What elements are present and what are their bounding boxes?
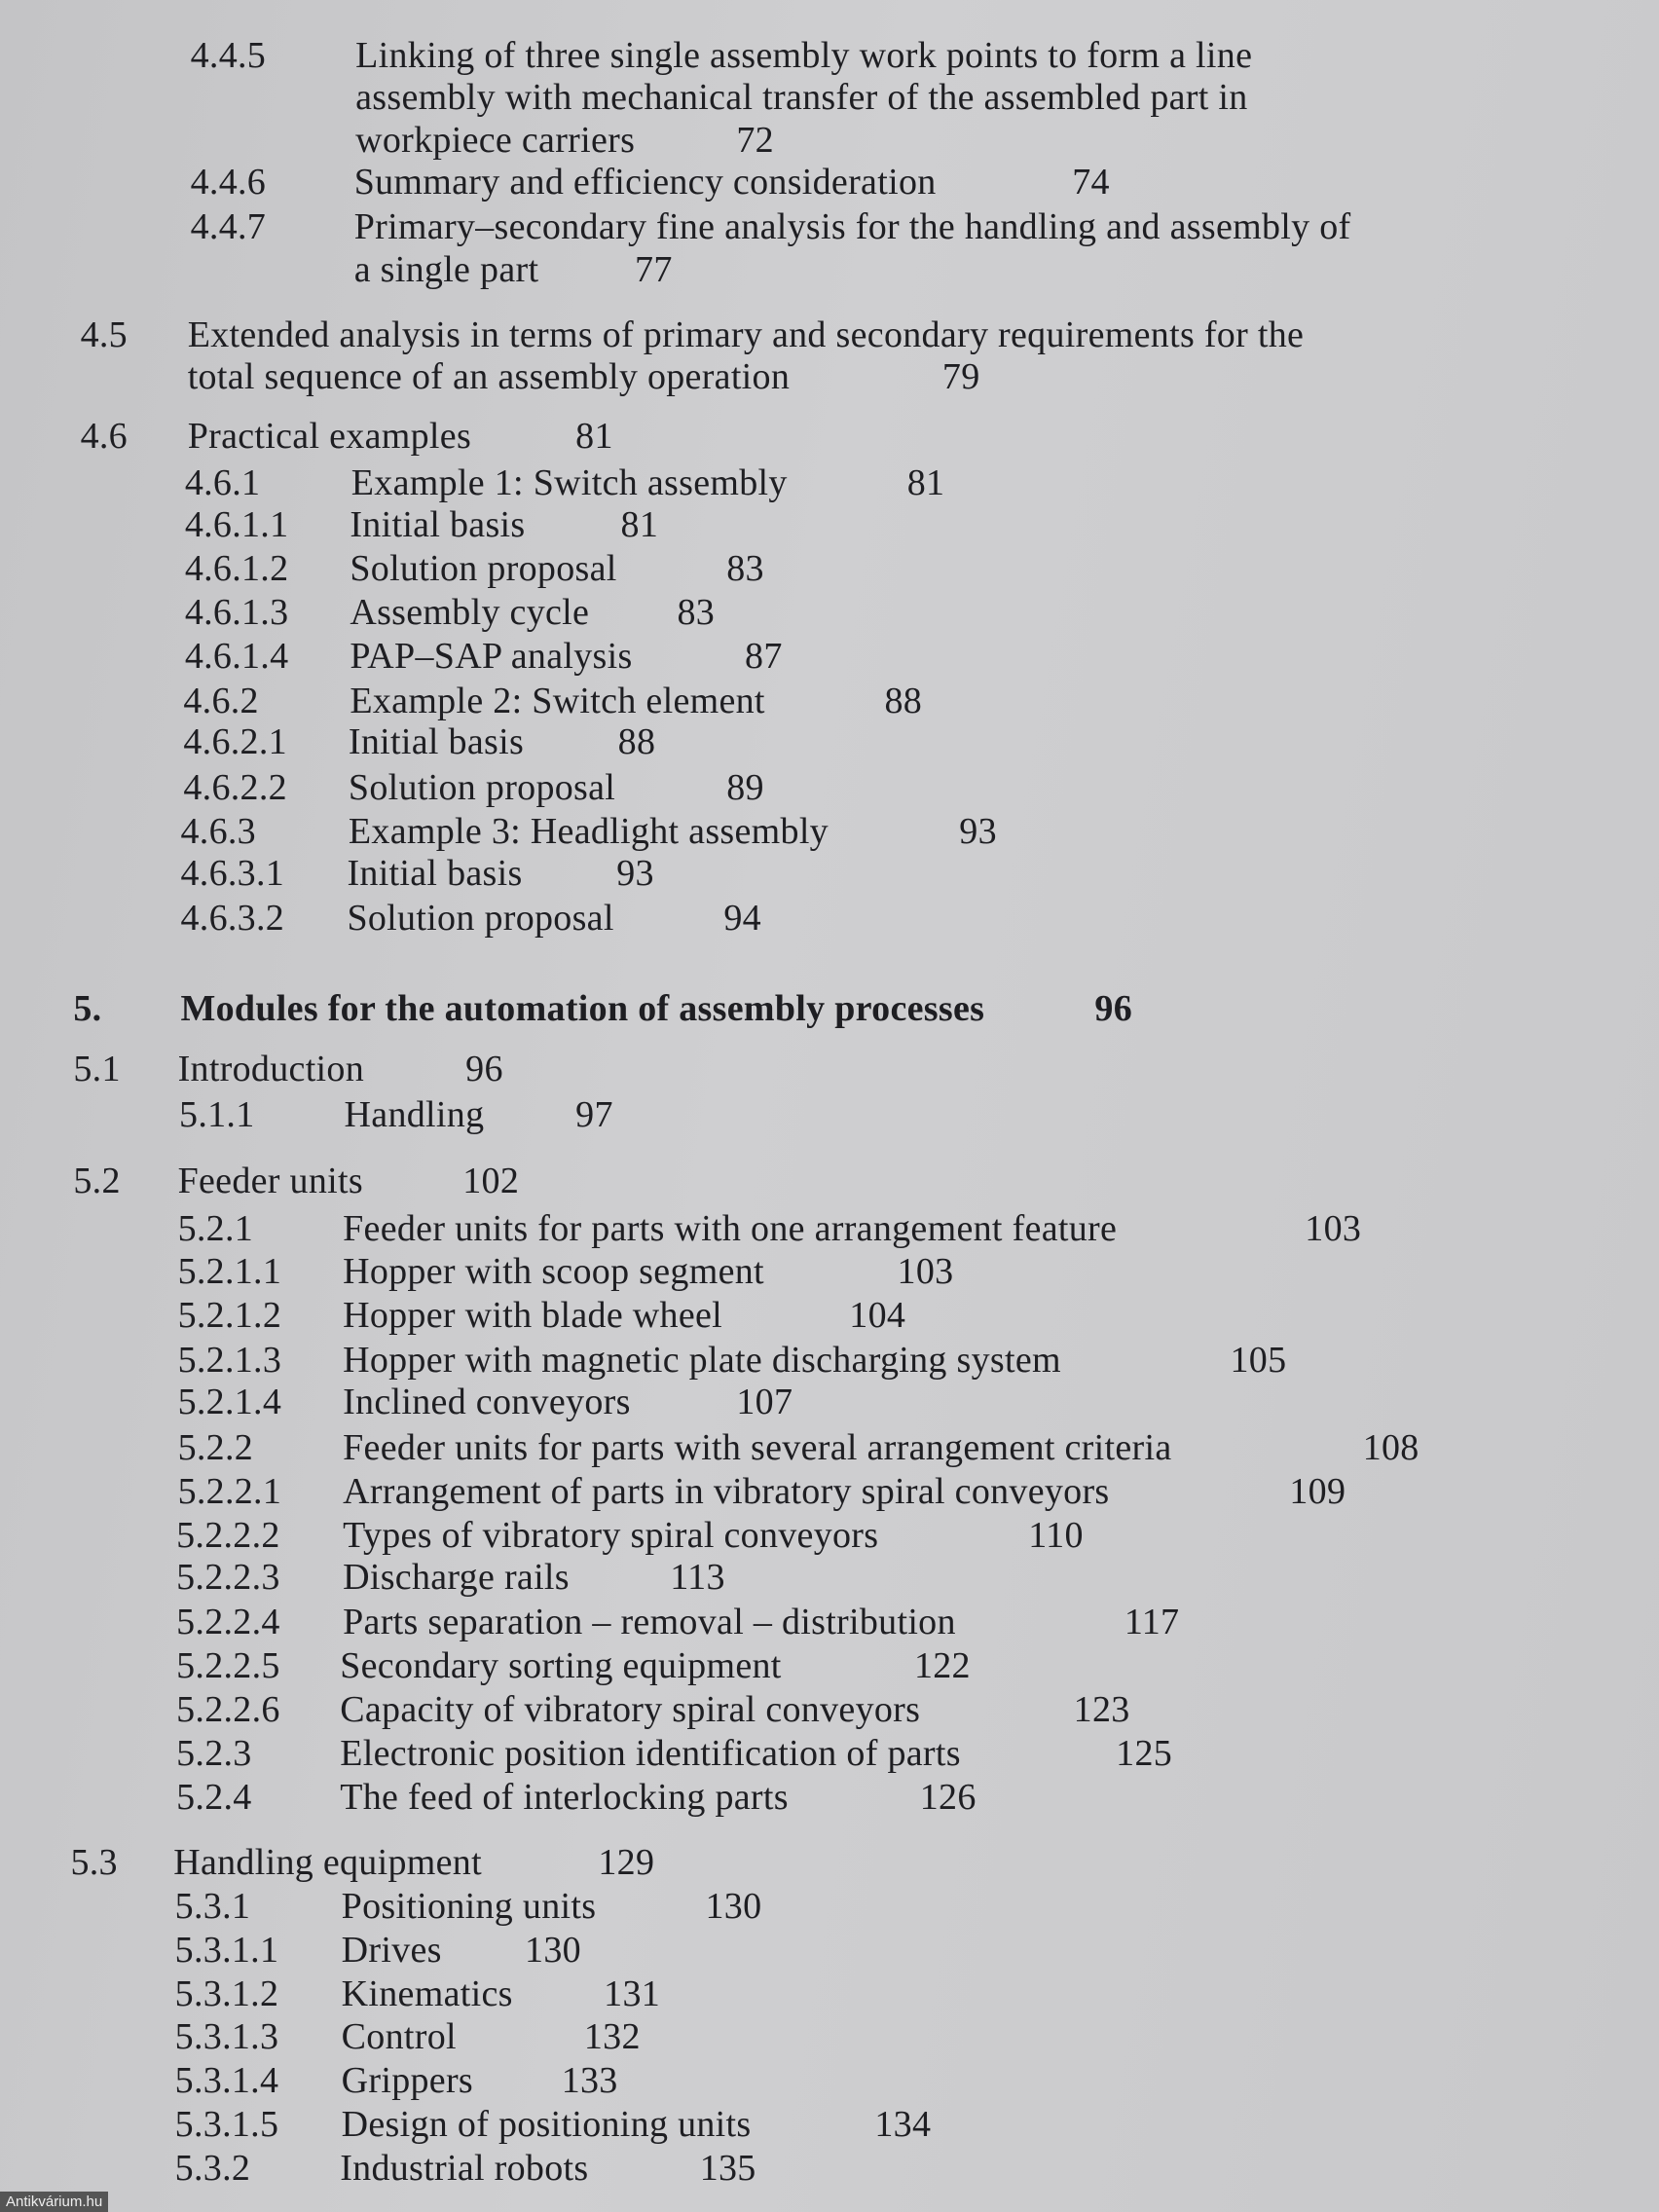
page-number: 102	[462, 1160, 520, 1201]
page-number: 96	[465, 1049, 503, 1090]
section-number: 5.3.1.2	[174, 1972, 279, 2014]
section-number: 5.	[73, 988, 102, 1030]
section-title: Practical examples	[187, 415, 472, 457]
section-number: 5.2.1.4	[177, 1382, 282, 1423]
section-title: Design of positioning units	[341, 2104, 752, 2146]
section-title: Inclined conveyors	[343, 1382, 631, 1423]
section-title: Parts separation – removal – distribution	[343, 1602, 956, 1643]
page-number: 104	[849, 1294, 906, 1336]
section-title: Control	[341, 2016, 457, 2058]
page-number: 133	[561, 2060, 618, 2102]
section-number: 4.6.1.3	[184, 592, 289, 634]
page-number: 117	[1124, 1602, 1180, 1643]
section-number: 5.2.2.2	[176, 1514, 280, 1556]
section-number: 5.2.1.3	[177, 1339, 282, 1381]
section-title: Industrial robots	[340, 2148, 589, 2190]
section-number: 4.6.3	[180, 810, 256, 852]
page-number: 129	[598, 1841, 655, 1883]
section-title: Feeder units	[177, 1160, 363, 1201]
section-title: Capacity of vibratory spiral conveyors	[340, 1689, 921, 1731]
watermark: Antikvárium.hu	[0, 2192, 108, 2212]
section-title: Summary and efficiency consideration	[353, 162, 937, 203]
section-title: PAP–SAP analysis	[350, 635, 633, 677]
section-number: 5.2	[73, 1160, 121, 1201]
page-number: 87	[745, 635, 783, 677]
section-title: Primary–secondary fine analysis for the handling and assembly of	[353, 206, 1351, 248]
section-title: Kinematics	[341, 1972, 513, 2014]
section-number: 5.2.2.6	[176, 1689, 280, 1731]
section-number: 5.1.1	[179, 1093, 255, 1135]
section-title: Types of vibratory spiral conveyors	[343, 1514, 879, 1556]
section-number: 5.1	[73, 1049, 121, 1090]
section-title: total sequence of an assembly operation	[187, 356, 791, 398]
section-number: 4.6.3.2	[180, 898, 285, 940]
section-title: Handling equipment	[173, 1841, 482, 1883]
section-number: 5.3.1.3	[174, 2016, 279, 2058]
section-number: 5.3.1.5	[174, 2104, 279, 2146]
page-number: 108	[1362, 1426, 1419, 1468]
page-number: 126	[919, 1777, 977, 1819]
section-number: 5.2.2.1	[177, 1470, 282, 1512]
page-number: 79	[941, 356, 980, 398]
section-title: The feed of interlocking parts	[340, 1777, 789, 1819]
section-number: 4.6.1.4	[184, 635, 289, 677]
page-number: 83	[677, 592, 716, 634]
page-number: 125	[1116, 1733, 1173, 1775]
section-title: Example 1: Switch assembly	[350, 461, 788, 503]
section-number: 5.3.2	[174, 2148, 251, 2190]
page-number: 81	[620, 504, 659, 546]
page-number: 103	[1305, 1208, 1362, 1250]
section-title: Example 2: Switch element	[350, 681, 765, 722]
page-number: 93	[616, 853, 654, 895]
section-title: a single part	[353, 248, 539, 290]
page-number: 130	[705, 1885, 762, 1927]
section-number: 4.6	[80, 415, 128, 457]
page-number: 93	[959, 810, 997, 852]
section-title: Hopper with magnetic plate discharging system	[343, 1339, 1061, 1381]
section-number: 5.2.4	[176, 1777, 252, 1819]
section-title: Initial basis	[348, 721, 525, 763]
section-title: Hopper with blade wheel	[343, 1294, 723, 1336]
page-number: 77	[635, 248, 673, 290]
section-title: Assembly cycle	[350, 592, 590, 634]
page-number: 81	[906, 461, 945, 503]
page-number: 81	[575, 415, 613, 457]
page-number: 130	[525, 1929, 581, 1971]
section-number: 4.6.1	[184, 461, 261, 503]
page-number: 107	[736, 1382, 793, 1423]
page-number: 94	[723, 898, 761, 940]
section-number: 5.2.1.1	[177, 1250, 282, 1292]
section-number: 5.2.2.5	[176, 1645, 280, 1687]
page-number: 89	[726, 766, 764, 808]
section-title: Introduction	[177, 1049, 365, 1090]
section-title: Example 3: Headlight assembly	[348, 810, 829, 852]
section-number: 5.3.1	[174, 1885, 251, 1927]
page-number: 88	[884, 681, 923, 722]
section-number: 4.6.2.2	[183, 766, 287, 808]
section-number: 5.2.2	[177, 1426, 254, 1468]
section-number: 5.3	[70, 1841, 118, 1883]
page-number: 72	[736, 119, 774, 161]
page-number: 88	[617, 721, 656, 763]
section-number: 4.6.1.2	[184, 548, 289, 590]
section-number: 4.6.3.1	[180, 853, 285, 895]
section-number: 5.2.3	[176, 1733, 252, 1775]
section-number: 5.3.1.1	[174, 1929, 279, 1971]
section-title: Solution proposal	[350, 548, 617, 590]
section-title: Feeder units for parts with several arrangement criteria	[343, 1426, 1172, 1468]
section-title: Secondary sorting equipment	[340, 1645, 782, 1687]
section-number: 5.2.1	[177, 1208, 254, 1250]
section-number: 5.2.2.3	[176, 1557, 280, 1599]
section-number: 4.5	[80, 313, 128, 355]
page-number: 103	[897, 1250, 954, 1292]
page-number: 122	[913, 1645, 971, 1687]
page-number: 97	[575, 1093, 613, 1135]
section-number: 4.6.2	[183, 681, 259, 722]
page-number: 83	[726, 548, 764, 590]
section-number: 4.4.6	[190, 162, 267, 203]
section-title: workpiece carriers	[355, 119, 636, 161]
page-number: 135	[699, 2148, 756, 2190]
page-number: 105	[1230, 1339, 1287, 1381]
page-number: 134	[874, 2104, 932, 2146]
section-title: Extended analysis in terms of primary and secondary requirements for the	[187, 313, 1305, 355]
section-title: Solution proposal	[348, 766, 616, 808]
section-title: Initial basis	[350, 504, 526, 546]
section-number: 5.3.1.4	[174, 2060, 279, 2102]
page-number: 96	[1094, 988, 1133, 1030]
page-number: 74	[1072, 162, 1110, 203]
section-title: Discharge rails	[343, 1557, 570, 1599]
section-title: Modules for the automation of assembly processes	[180, 988, 985, 1030]
section-title: Drives	[341, 1929, 442, 1971]
section-title: assembly with mechanical transfer of the assembled part in	[355, 77, 1248, 119]
section-number: 4.6.2.1	[183, 721, 287, 763]
section-number: 5.2.2.4	[176, 1602, 280, 1643]
section-title: Solution proposal	[347, 898, 614, 940]
section-title: Handling	[344, 1093, 485, 1135]
section-title: Positioning units	[341, 1885, 597, 1927]
page-number: 113	[670, 1557, 725, 1599]
section-title: Initial basis	[347, 853, 523, 895]
section-number: 4.4.7	[190, 206, 267, 248]
page-number: 132	[583, 2016, 641, 2058]
section-title: Hopper with scoop segment	[343, 1250, 764, 1292]
page-number: 123	[1073, 1689, 1130, 1731]
section-title: Feeder units for parts with one arrangement feature	[343, 1208, 1118, 1250]
section-number: 4.6.1.1	[184, 504, 289, 546]
section-number: 4.4.5	[190, 34, 267, 76]
section-title: Grippers	[341, 2060, 474, 2102]
section-title: Arrangement of parts in vibratory spiral conveyors	[343, 1470, 1110, 1512]
page-number: 131	[604, 1972, 661, 2014]
page-number: 109	[1289, 1470, 1346, 1512]
section-number: 5.2.1.2	[177, 1294, 282, 1336]
section-title: Electronic position identification of parts	[340, 1733, 961, 1775]
page-number: 110	[1028, 1514, 1084, 1556]
section-title: Linking of three single assembly work points to form a line	[355, 34, 1253, 76]
